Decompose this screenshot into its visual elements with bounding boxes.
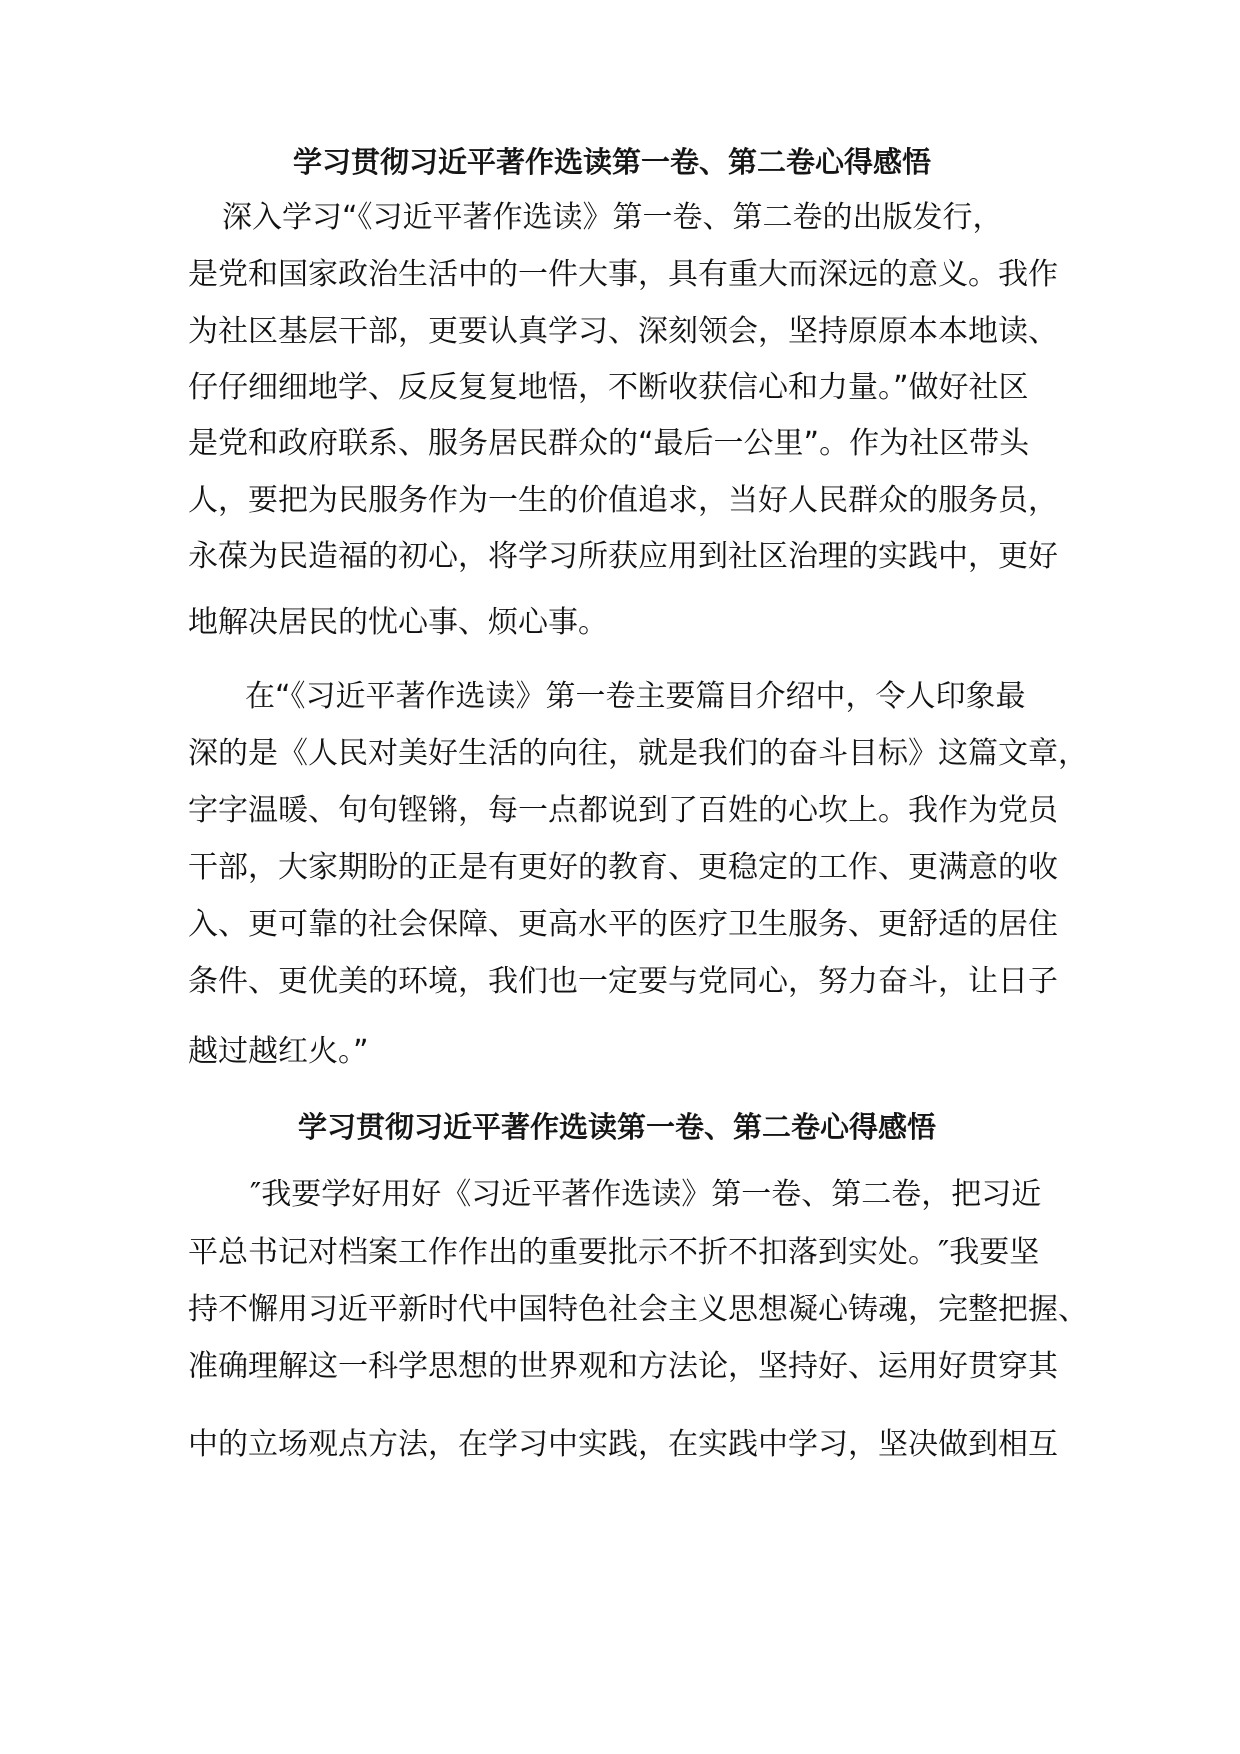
paragraph-line: 人，要把为民服务作为一生的价值追求，当好人民群众的服务员， bbox=[188, 483, 1058, 518]
paragraph-line: 永葆为民造福的初心，将学习所获应用到社区治理的实践中，更好 bbox=[188, 539, 1058, 574]
paragraph-line: 深入学习“《习近平著作选读》第一卷、第二卷的出版发行， bbox=[222, 200, 1003, 235]
paragraph-line: 条件、更优美的环境，我们也一定要与党同心，努力奋斗，让日子 bbox=[188, 964, 1058, 999]
paragraph-line: 准确理解这一科学思想的世界观和方法论，坚持好、运用好贯穿其 bbox=[188, 1349, 1058, 1384]
paragraph-line: 是党和政府联系、服务居民群众的“最后一公里”。作为社区带头 bbox=[188, 426, 1030, 461]
paragraph-line: 地解决居民的忧心事、烦心事。 bbox=[188, 605, 608, 640]
paragraph-line: 在“《习近平著作选读》第一卷主要篇目介绍中，令人印象最 bbox=[245, 679, 1026, 714]
paragraph-line: 平总书记对档案工作作出的重要批示不折不扣落到实处。″我要坚 bbox=[188, 1235, 1040, 1270]
paragraph-line: ″我要学好用好《习近平著作选读》第一卷、第二卷，把习近 bbox=[250, 1177, 1042, 1212]
paragraph-line: 持不懈用习近平新时代中国特色社会主义思想凝心铸魂，完整把握、 bbox=[188, 1292, 1088, 1327]
paragraph-line: 仔仔细细地学、反反复复地悟，不断收获信心和力量。”做好社区 bbox=[188, 370, 1029, 405]
paragraph-line: 字字温暖、句句铿锵，每一点都说到了百姓的心坎上。我作为党员 bbox=[188, 793, 1058, 828]
section-title: 学习贯彻习近平著作选读第一卷、第二卷心得感悟 bbox=[298, 1110, 937, 1144]
paragraph-line: 入、更可靠的社会保障、更高水平的医疗卫生服务、更舒适的居住 bbox=[188, 907, 1058, 942]
section-title: 学习贯彻习近平著作选读第一卷、第二卷心得感悟 bbox=[293, 145, 932, 179]
paragraph-line: 越过越红火。” bbox=[188, 1034, 369, 1069]
paragraph-line: 为社区基层干部，更要认真学习、深刻领会，坚持原原本本地读、 bbox=[188, 314, 1058, 349]
paragraph-line: 是党和国家政治生活中的一件大事，具有重大而深远的意义。我作 bbox=[188, 257, 1058, 292]
paragraph-line: 中的立场观点方法，在学习中实践，在实践中学习，坚决做到相互 bbox=[188, 1427, 1058, 1462]
paragraph-line: 深的是《人民对美好生活的向往，就是我们的奋斗目标》这篇文章， bbox=[188, 736, 1088, 771]
paragraph-line: 干部，大家期盼的正是有更好的教育、更稳定的工作、更满意的收 bbox=[188, 850, 1058, 885]
